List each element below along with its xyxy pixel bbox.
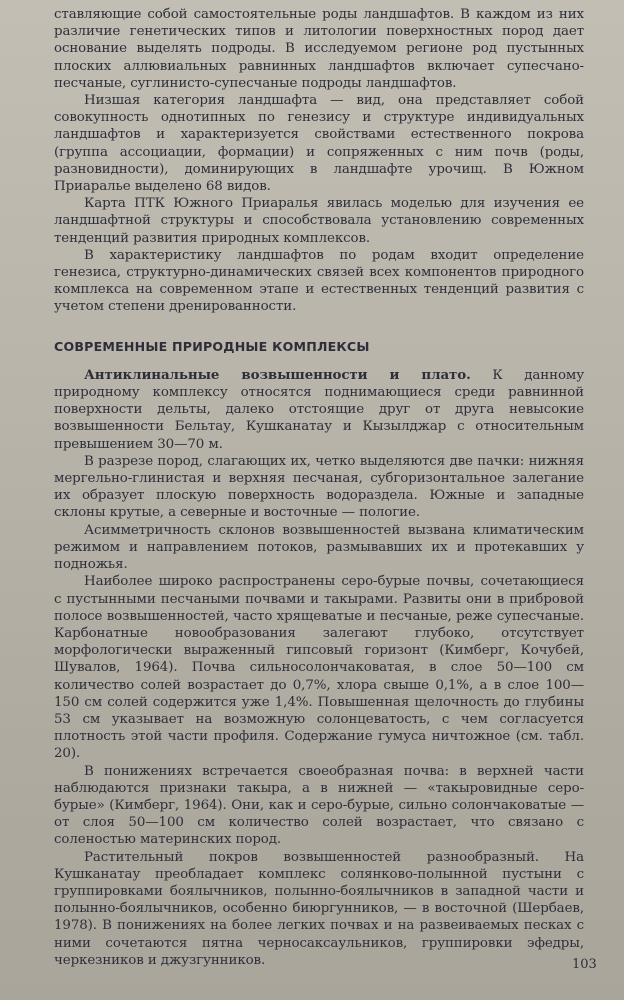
- paragraph: В понижениях встречается своеобразная почва: в верхней части наблюдаются признаки такыра, а в нижней — «такыровидные серо-бурые» (Кимберг, 1964). Они, как и серо-бурые, сильно солончаковатые — от слоя 50—100 см количество солей возрастает, что связано с соленостью материнских пород.: [54, 763, 584, 848]
- paragraph: Растительный покров возвышенностей разнообразный. На Кушканатау преобладает комплекс солянково-полынной пустыни с группировками боялычников, полынно-боялычников в западной части и полынно-боялычников, особенно биюргунников, — в восточной (Шербаев, 1978). В понижениях на более легких почвах и на развеиваемых песках с ними сочетаются пятна черносаксаульников, группировки эфедры, черкезников и джузгунников.: [54, 849, 584, 968]
- paragraph: Асимметричность склонов возвышенностей вызвана климатическим режимом и направлением потоков, размывавших их и протекавших у подножья.: [54, 522, 584, 573]
- page-number: 103: [572, 957, 597, 972]
- paragraph-text: К данному природному комплексу относятся поднимающиеся среди равнинной поверхности дельты, далеко отстоящие друг от друга невысокие возвышенности Бельтау, Кушканатау и Кызылджар с относительным превышением 30—70 м.: [54, 367, 584, 452]
- paragraph: В разрезе пород, слагающих их, четко выделяются две пачки: нижняя мергельно-глинистая и верхняя песчаная, субгоризонтальное залегание их образует плоскую поверхность водораздела. Южные и западные склоны крутые, а северные и восточные — пологие.: [54, 453, 584, 521]
- subheading: Антиклинальные возвышенности и плато.: [84, 366, 471, 383]
- section-heading: СОВРЕМЕННЫЕ ПРИРОДНЫЕ КОМПЛЕКСЫ: [54, 338, 370, 354]
- paragraph: [54, 367, 584, 453]
- paragraph: В характеристику ландшафтов по родам входит определение генезиса, структурно-динамических связей всех компонентов природного комплекса на современном этапе и естественных тенденций развития с учетом степени дренированности.: [54, 247, 584, 315]
- paragraph: ставляющие собой самостоятельные роды ландшафтов. В каждом из них различие генетических типов и литологии поверхностных пород дает основание выделять подроды. В исследуемом регионе род пустынных плоских аллювиальных равнинных ландшафтов включает супесчано-песчаные, суглинисто-супесчаные подроды ландшафтов.: [54, 7, 584, 91]
- page-text: [54, 6, 584, 969]
- paragraph: Низшая категория ландшафта — вид, она представляет собой совокупность однотипных по генезису и структуре индивидуальных ландшафтов и характеризуется свойствами естественного покрова (группа ассоциации, формации) и сопряженных с ним почв (роды, разновидности), доминирующих в ландшафте урочищ. В Южном Приаралье выделено 68 видов.: [54, 93, 584, 195]
- paragraph: Наиболее широко распространены серо-бурые почвы, сочетающиеся с пустынными песчаными почвами и такырами. Развиты они в прибровой полосе возвышенностей, часто хрящеватые и песчаные, реже супесчаные. Карбонатные новообразования залегают глубоко, отсутствует морфологически выраженный гипсовый горизонт (Кимберг, Кочубей, Шувалов, 1964). Почва сильносолончаковатая, в слое 50—100 см количество солей возрастает до 0,7%, хлора свыше 0,1%, а в слое 100—150 см солей содержится уже 1,4%. Повышенная щелочность до глубины 53 см указывает на возможную солонцеватость, с чем согласуется плотность этой части профиля. Содержание гумуса ничтожное (см. табл. 20).: [54, 574, 584, 762]
- paragraph: Карта ПТК Южного Приаралья явилась моделью для изучения ее ландшафтной структуры и способствовала установлению современных тенденций развития природных комплексов.: [54, 196, 584, 246]
